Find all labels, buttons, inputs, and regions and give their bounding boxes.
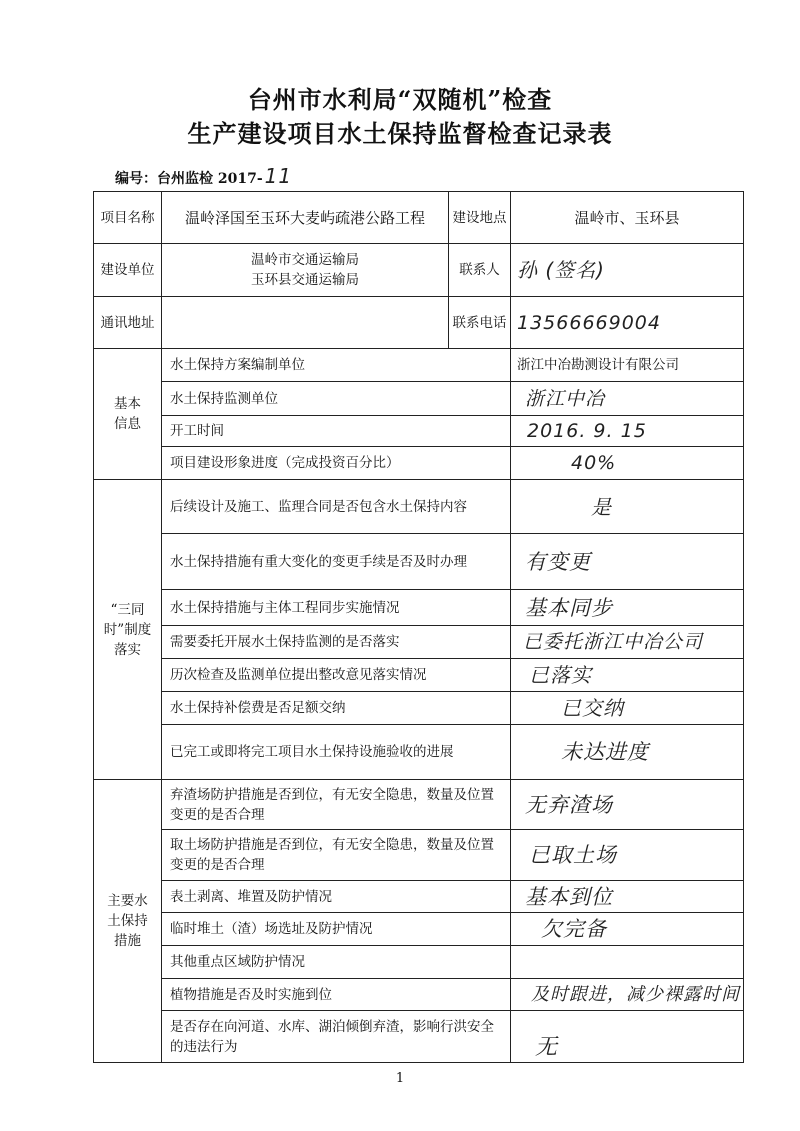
table-row (94, 297, 744, 349)
question-cell: 已完工或即将完工项目水土保持设施验收的进展 (162, 725, 511, 780)
answer-cell: 40% (511, 447, 744, 480)
table-row (94, 244, 744, 297)
answer-cell (511, 946, 744, 979)
question-cell: 取土场防护措施是否到位，有无安全隐患，数量及位置变更的是否合理 (162, 830, 511, 881)
table-row (94, 979, 744, 1011)
site-value: 温岭市、玉环县 (511, 192, 744, 244)
question-cell: 临时堆土（渣）场选址及防护情况 (162, 913, 511, 946)
phone-value: 13566669004 (511, 297, 744, 349)
question-cell: 弃渣场防护措施是否到位，有无安全隐患，数量及位置变更的是否合理 (162, 780, 511, 830)
question-cell: 开工时间 (162, 416, 511, 447)
contact-label: 联系人 (449, 244, 511, 297)
answer-cell: 未达进度 (511, 725, 744, 780)
unit-value-line-1: 温岭市交通运输局 (251, 252, 359, 268)
contact-value: 孙 (签名) (511, 244, 744, 297)
question-cell: 需要委托开展水土保持监测的是否落实 (162, 626, 511, 659)
table-row (94, 913, 744, 946)
table-row (94, 349, 744, 382)
table-row (94, 881, 744, 913)
answer-cell: 无弃渣场 (511, 780, 744, 830)
unit-value (162, 244, 449, 297)
document-title-line-2: 生产建设项目水土保持监督检查记录表 (187, 119, 613, 148)
site-label: 建设地点 (449, 192, 511, 244)
question-cell: 水土保持措施与主体工程同步实施情况 (162, 590, 511, 626)
answer-cell: 已委托浙江中冶公司 (511, 626, 744, 659)
question-cell: 表土剥离、堆置及防护情况 (162, 881, 511, 913)
table-row (94, 447, 744, 480)
table-row (94, 830, 744, 881)
project-name-value: 温岭泽国至玉环大麦屿疏港公路工程 (162, 192, 449, 244)
table-row (94, 946, 744, 979)
table-row (94, 590, 744, 626)
unit-label: 建设单位 (94, 244, 162, 297)
table-row (94, 692, 744, 725)
address-label: 通讯地址 (94, 297, 162, 349)
doc-number-handwritten: 11 (264, 164, 293, 188)
table-row (94, 534, 744, 590)
page-number: 1 (395, 1071, 405, 1086)
basic-section-label: 基本信息 (94, 349, 162, 480)
answer-cell: 基本到位 (511, 881, 744, 913)
table-row (94, 780, 744, 830)
doc-number (115, 164, 292, 188)
phone-label: 联系电话 (449, 297, 511, 349)
question-cell: 后续设计及施工、监理合同是否包含水土保持内容 (162, 480, 511, 534)
answer-cell: 是 (511, 480, 744, 534)
question-cell: 水土保持补偿费是否足额交纳 (162, 692, 511, 725)
three-same-section-label: “三同时”制度落实 (94, 480, 162, 780)
document-title-line-1: 台州市水利局“双随机”检查 (247, 85, 553, 114)
doc-number-label: 编号：台州监检 2017- (115, 171, 263, 187)
table-row (94, 480, 744, 534)
answer-cell: 已取土场 (511, 830, 744, 881)
question-cell: 水土保持措施有重大变化的变更手续是否及时办理 (162, 534, 511, 590)
answer-cell: 已落实 (511, 659, 744, 692)
answer-cell: 2016. 9. 15 (511, 416, 744, 447)
answer-cell: 欠完备 (511, 913, 744, 946)
question-cell: 水土保持方案编制单位 (162, 349, 511, 382)
answer-cell: 有变更 (511, 534, 744, 590)
question-cell: 是否存在向河道、水库、湖泊倾倒弃渣，影响行洪安全的违法行为 (162, 1011, 511, 1063)
answer-cell: 浙江中冶 (511, 382, 744, 416)
answer-cell: 及时跟进，减少裸露时间 (511, 979, 744, 1011)
answer-cell: 已交纳 (511, 692, 744, 725)
measures-section-label: 主要水土保持措施 (94, 780, 162, 1063)
table-row (94, 626, 744, 659)
table-row (94, 1011, 744, 1063)
question-cell: 其他重点区域防护情况 (162, 946, 511, 979)
table-row (94, 382, 744, 416)
question-cell: 植物措施是否及时实施到位 (162, 979, 511, 1011)
answer-cell: 基本同步 (511, 590, 744, 626)
unit-value-line-2: 玉环县交通运输局 (251, 272, 359, 288)
question-cell: 项目建设形象进度（完成投资百分比） (162, 447, 511, 480)
answer-cell: 无 (511, 1011, 744, 1063)
table-row (94, 725, 744, 780)
question-cell: 历次检查及监测单位提出整改意见落实情况 (162, 659, 511, 692)
inspection-record-table (93, 191, 744, 1063)
table-row (94, 192, 744, 244)
answer-cell: 浙江中冶勘测设计有限公司 (511, 349, 744, 382)
table-row (94, 659, 744, 692)
table-row (94, 416, 744, 447)
address-value (162, 297, 449, 349)
project-name-label: 项目名称 (94, 192, 162, 244)
question-cell: 水土保持监测单位 (162, 382, 511, 416)
